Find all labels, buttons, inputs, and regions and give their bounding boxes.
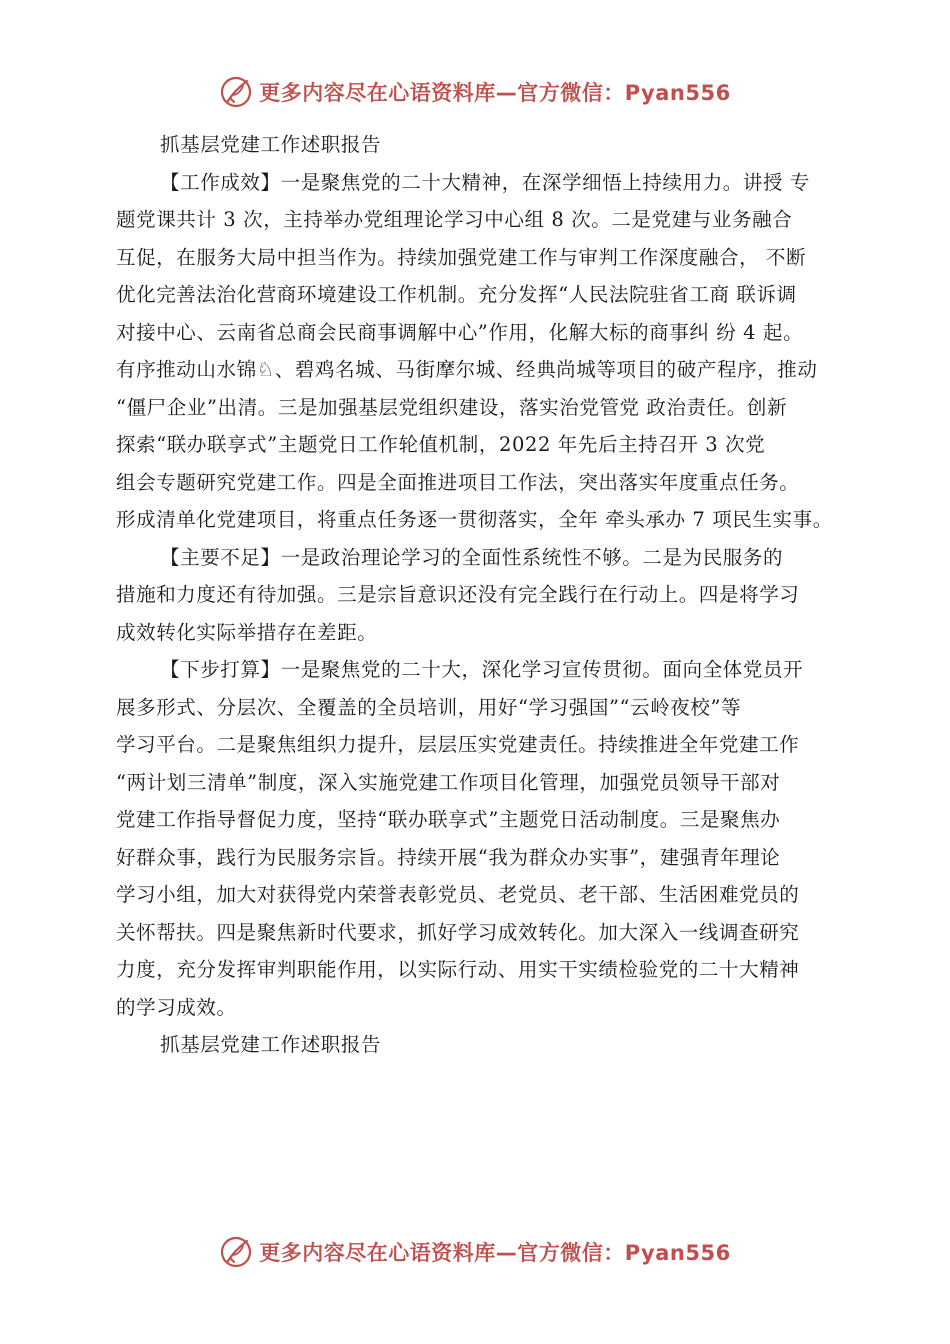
doc-line: 组会专题研究党建工作。四是全面推进项目工作法，突出落实年度重点任务。 <box>116 470 800 494</box>
doc-line: 关怀帮扶。四是聚焦新时代要求，抓好学习成效转化。加大深入一线调查研究 <box>116 920 800 944</box>
footer-banner <box>0 1230 950 1274</box>
banner-text: 更多内容尽在心语资料库—官方微信：Pyan556 <box>259 1241 731 1265</box>
doc-footer-title: 抓基层党建工作述职报告 <box>160 1033 382 1056</box>
quill-logo-icon <box>219 1235 253 1269</box>
doc-line: 探索“联办联享式”主题党日工作轮值机制，2022 年先后主持召开 3 次党 <box>116 433 766 456</box>
doc-line: 党建工作指导督促力度，坚持“联办联享式”主题党日活动制度。三是聚焦办 <box>116 808 781 831</box>
doc-line: “两计划三清单”制度，深入实施党建工作项目化管理，加强党员领导干部对 <box>116 770 781 794</box>
doc-line: 力度，充分发挥审判职能作用，以实际行动、用实干实绩检验党的二十大精神 <box>116 958 800 981</box>
doc-line: 学习平台。二是聚焦组织力提升，层层压实党建责任。持续推进全年党建工作 <box>116 733 800 756</box>
doc-line: 形成清单化党建项目，将重点任务逐一贯彻落实，全年 牵头承办 7 项民生实事。 <box>116 508 833 531</box>
doc-line: 的学习成效。 <box>116 995 237 1019</box>
doc-line: 成效转化实际举措存在差距。 <box>116 620 378 644</box>
document-body <box>116 126 856 1064</box>
quill-logo-icon <box>219 75 253 109</box>
doc-line: 【工作成效】一是聚焦党的二十大精神，在深学细悟上持续用力。讲授 专 <box>160 170 810 194</box>
doc-line: “僵尸企业”出清。三是加强基层党组织建设，落实治党管党 政治责任。创新 <box>116 395 788 419</box>
doc-line: 互促，在服务大局中担当作为。持续加强党建工作与审判工作深度融合， 不断 <box>116 245 807 269</box>
doc-line: 好群众事，践行为民服务宗旨。持续开展“我为群众办实事”，建强青年理论 <box>116 845 781 869</box>
doc-line: 有序推动山水锦♘、碧鸡名城、马街摩尔城、经典尚城等项目的破产程序，推动 <box>116 358 818 381</box>
doc-line: 【下步打算】一是聚焦党的二十大，深化学习宣传贯彻。面向全体党员开 <box>160 658 804 681</box>
doc-line: 对接中心、云南省总商会民商事调解中心”作用，化解大标的商事纠 纷 4 起。 <box>116 320 804 344</box>
doc-line: 措施和力度还有待加强。三是宗旨意识还没有完全践行在行动上。四是将学习 <box>116 583 800 606</box>
header-banner <box>0 70 950 114</box>
doc-line: 优化完善法治化营商环境建设工作机制。充分发挥“人民法院驻省工商 联诉调 <box>116 283 797 306</box>
banner-text: 更多内容尽在心语资料库—官方微信：Pyan556 <box>259 81 731 105</box>
doc-title: 抓基层党建工作述职报告 <box>160 133 382 156</box>
doc-line: 【主要不足】一是政治理论学习的全面性系统性不够。二是为民服务的 <box>160 545 784 569</box>
doc-line: 学习小组，加大对获得党内荣誉表彰党员、老党员、老干部、生活困难党员的 <box>116 883 800 906</box>
doc-line: 展多形式、分层次、全覆盖的全员培训，用好“学习强国”“云岭夜校”等 <box>116 695 742 719</box>
doc-line: 题党课共计 3 次，主持举办党组理论学习中心组 8 次。二是党建与业务融合 <box>116 208 793 231</box>
